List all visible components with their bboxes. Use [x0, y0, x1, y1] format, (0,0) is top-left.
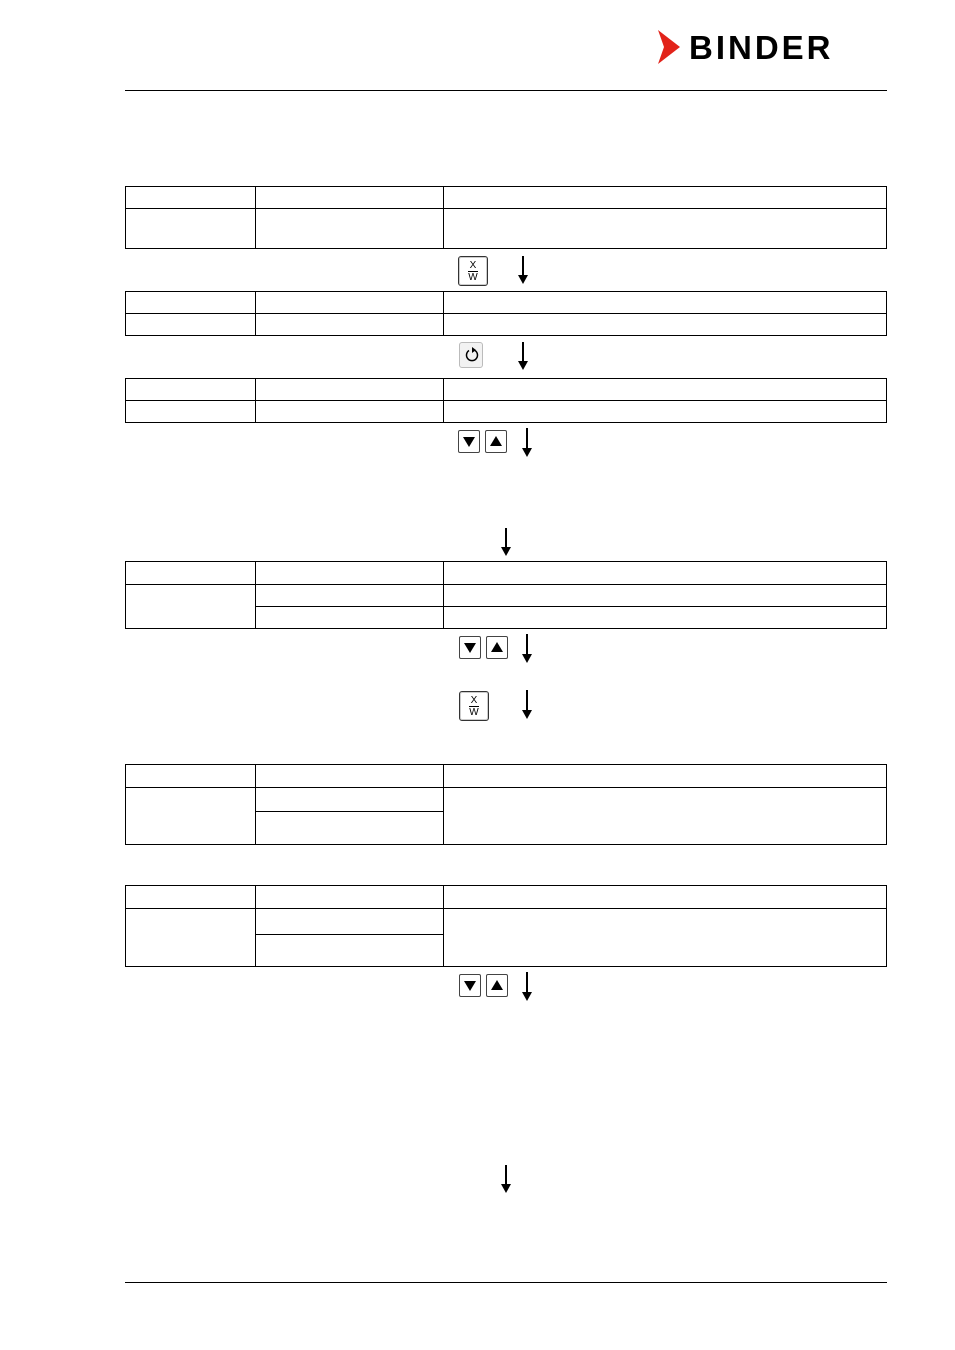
down-key[interactable]	[459, 636, 481, 659]
setpoint-key-w: W	[469, 707, 479, 718]
footer-rule	[125, 1282, 887, 1283]
table-row	[126, 379, 887, 401]
cycle-icon	[464, 347, 480, 363]
triangle-up-icon	[491, 642, 503, 652]
table-row	[126, 788, 887, 812]
display-table-5	[125, 764, 887, 845]
brand-name: BINDER	[689, 29, 834, 66]
display-table-6	[125, 885, 887, 967]
table-row	[126, 886, 887, 909]
setpoint-key-x: X	[470, 695, 478, 706]
table-row	[126, 209, 887, 249]
triangle-up-icon	[491, 980, 503, 990]
triangle-down-icon	[464, 643, 476, 653]
setpoint-key[interactable]	[458, 256, 488, 286]
table-row	[126, 585, 887, 607]
display-table-1	[125, 186, 887, 249]
up-key[interactable]	[486, 636, 508, 659]
display-table-2	[125, 291, 887, 336]
table-row	[126, 909, 887, 935]
up-key[interactable]	[486, 974, 508, 997]
binder-logo	[656, 30, 888, 66]
triangle-up-icon	[490, 436, 502, 446]
down-key[interactable]	[458, 430, 480, 453]
setpoint-key-x: X	[469, 260, 477, 271]
table-row	[126, 314, 887, 336]
table-row	[126, 401, 887, 423]
program-key[interactable]	[459, 342, 483, 368]
up-key[interactable]	[485, 430, 507, 453]
setpoint-key[interactable]	[459, 691, 489, 721]
down-key[interactable]	[459, 974, 481, 997]
table-row	[126, 765, 887, 788]
setpoint-key-w: W	[468, 272, 478, 283]
display-table-4	[125, 561, 887, 629]
table-row	[126, 292, 887, 314]
table-row	[126, 562, 887, 585]
table-row	[126, 187, 887, 209]
display-table-3	[125, 378, 887, 423]
binder-logo-icon	[656, 30, 684, 66]
triangle-down-icon	[464, 981, 476, 991]
header-rule	[125, 90, 887, 91]
triangle-down-icon	[463, 437, 475, 447]
